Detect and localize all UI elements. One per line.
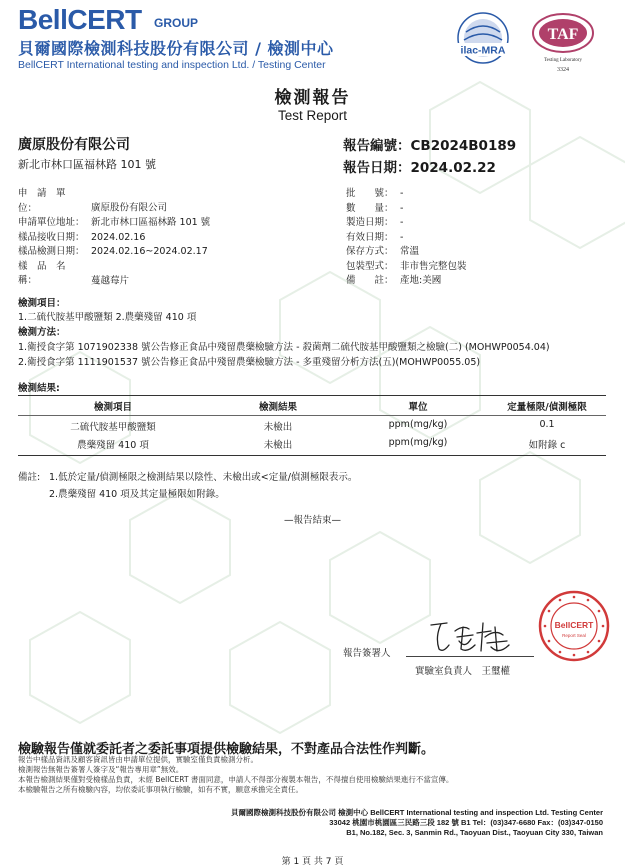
info-label: 批 號：	[346, 188, 394, 199]
results-heading: 檢測結果:	[18, 383, 60, 394]
disclaimer-line: 本報告檢測結果僅對受檢樣品負責，未經 BellCERT 書面同意，申請人不得部分複製本報告，不得擅自使用檢驗結果進行不當宣傳。	[18, 775, 454, 784]
table-cell: ppm(mg/kg)	[388, 437, 448, 448]
footer-line: B1, No.182, Sec. 3, Sanmin Rd., Taoyuan Dist., Taoyuan City 330, Taiwan	[346, 828, 603, 837]
table-cell: ppm(mg/kg)	[388, 419, 448, 430]
seal-sub-text: Report Seal	[562, 633, 586, 638]
info-row	[346, 245, 467, 260]
disclaimer-line: 本檢驗報告之所有檢驗內容，均依委託事項執行檢驗，如有不實，願意承擔完全責任。	[18, 785, 303, 794]
note-line: 1.低於定量/偵測極限之檢測結果以陰性、未檢出或<定量/偵測極限表示。	[49, 472, 358, 483]
column-header: 檢測項目	[93, 402, 132, 413]
taf-text: TAF	[547, 26, 579, 43]
info-value: -	[400, 231, 404, 243]
info-row	[346, 274, 467, 289]
info-row	[346, 260, 467, 275]
table-row	[18, 419, 606, 435]
test-items-text: 1.二硫代胺基甲酸鹽類 2.農藥殘留 410 項	[18, 312, 197, 323]
info-row	[18, 260, 210, 289]
footer-line: 33042 桃園市桃園區三民路三段 182 號 B1 Tel：(03)347-6680 Fax：(03)347-0150	[329, 818, 603, 827]
taf-logo-icon	[528, 10, 598, 74]
client-name: 廣原股份有限公司	[18, 137, 130, 153]
ilac-mra-logo-icon	[447, 10, 519, 74]
disclaimer-line: 檢測報告無報告簽署人簽字及“報告專用章”無效。	[18, 765, 184, 774]
info-value: 2024.02.16	[91, 231, 146, 243]
info-label: 申請單位地址：	[18, 217, 85, 228]
column-header: 定量極限/偵測極限	[507, 402, 587, 413]
info-label: 樣品檢測日期：	[18, 246, 85, 257]
ilac-text: ilac-MRA	[460, 44, 506, 57]
table-header-rule	[18, 415, 606, 416]
report-seal-icon	[538, 590, 610, 662]
info-label: 樣 品 名 稱：	[18, 260, 76, 286]
taf-sub-text: Testing Laboratory	[543, 58, 583, 63]
table-bottom-rule	[18, 455, 606, 456]
signatory-label: 報告簽署人	[343, 648, 391, 659]
disclaimer-heading: 檢驗報告僅就委託者之委託事項提供檢驗結果，不對產品合法性作判斷。	[18, 742, 435, 757]
sample-info-left	[18, 187, 210, 289]
info-label: 保存方式：	[346, 246, 394, 257]
test-items-heading: 檢測項目：	[18, 298, 66, 309]
info-label: 樣品接收日期：	[18, 231, 85, 243]
table-cell: 未檢出	[263, 422, 293, 433]
table-cell: 0.1	[539, 419, 555, 430]
notes-label: 備註:	[18, 472, 41, 483]
signatory-name: 實驗室負責人 王璽權	[415, 666, 511, 677]
table-cell: 農藥殘留 410 項	[77, 440, 149, 451]
test-method-line: 1.衛授食字第 1071902338 號公告修正食品中殘留農藥檢驗方法 - 殺菌劑二硫代胺基甲酸鹽類之檢驗(二) (MOHWP0054.04)	[18, 342, 550, 353]
report-number: 報告編號：CB2024B0189	[343, 138, 517, 154]
info-row	[18, 245, 210, 260]
brand-logo-group: GROUP	[154, 16, 199, 30]
info-value: 非市售完整包裝	[400, 260, 467, 272]
note-line: 2.農藥殘留 410 項及其定量極限如附錄。	[49, 489, 225, 500]
table-cell: 未檢出	[263, 440, 293, 451]
report-date: 報告日期：2024.02.22	[343, 160, 496, 176]
signature-line	[406, 656, 534, 657]
info-row	[346, 202, 467, 217]
report-end-mark: —報告結束—	[283, 515, 341, 526]
info-value: -	[400, 217, 404, 228]
info-value: 產地:美國	[400, 275, 442, 286]
info-value: -	[400, 202, 404, 214]
info-label: 有效日期：	[346, 231, 394, 243]
client-address: 新北市林口區福林路 101 號	[18, 158, 156, 171]
info-row	[346, 187, 467, 202]
info-label: 申 請 單 位：	[18, 188, 76, 214]
info-row	[346, 231, 467, 246]
info-value: 2024.02.16~2024.02.17	[91, 246, 208, 257]
table-top-rule	[18, 395, 606, 396]
info-row	[346, 216, 467, 231]
info-row	[18, 216, 210, 231]
report-title-chinese: 檢測報告	[274, 88, 351, 108]
info-label: 包裝型式：	[346, 260, 394, 272]
info-row	[18, 231, 210, 246]
handwritten-signature	[425, 615, 515, 657]
sample-info-right	[346, 187, 467, 289]
company-name-chinese: 貝爾國際檢測科技股份有限公司 / 檢測中心	[18, 39, 334, 58]
info-value: 新北市林口區福林路 101 號	[91, 217, 211, 228]
column-header: 單位	[408, 402, 428, 413]
table-header-row	[18, 399, 606, 415]
taf-number: 3324	[557, 67, 569, 73]
info-value: 蔓越莓片	[91, 275, 130, 286]
info-value: -	[400, 188, 404, 199]
brand-logo-text: BellCERT	[18, 4, 142, 35]
column-header: 檢測結果	[258, 402, 297, 413]
page-number: 第 1 頁 共 7 頁	[281, 857, 344, 867]
info-label: 數 量：	[346, 202, 394, 214]
info-label: 備 註：	[346, 275, 394, 286]
disclaimer-line: 報告中樣品資訊及顧客資訊皆由申請單位提供，實驗室僅負責檢測分析。	[18, 755, 258, 764]
info-value: 廣原股份有限公司	[91, 202, 168, 214]
info-value: 常溫	[400, 246, 420, 257]
seal-text: BellCERT	[554, 620, 594, 630]
info-row	[18, 187, 210, 216]
test-method-line: 2.衛授食字第 1111901537 號公告修正食品中殘留農藥檢驗方法 - 多重殘留分析方法(五)(MOHWP0055.05)	[18, 357, 481, 368]
footer-line: 貝爾國際檢測科技股份有限公司 檢測中心 BellCERT International testing and inspection Ltd. Testing Center	[231, 808, 603, 817]
table-cell: 如附錄 c	[528, 440, 566, 451]
report-title-english: Test Report	[277, 108, 348, 123]
table-cell: 二硫代胺基甲酸鹽類	[70, 422, 156, 433]
company-name-english: BellCERT International testing and inspection Ltd. / Testing Center	[18, 59, 326, 71]
test-methods-heading: 檢測方法：	[18, 327, 66, 338]
table-row	[18, 437, 606, 453]
info-label: 製造日期：	[346, 217, 394, 228]
